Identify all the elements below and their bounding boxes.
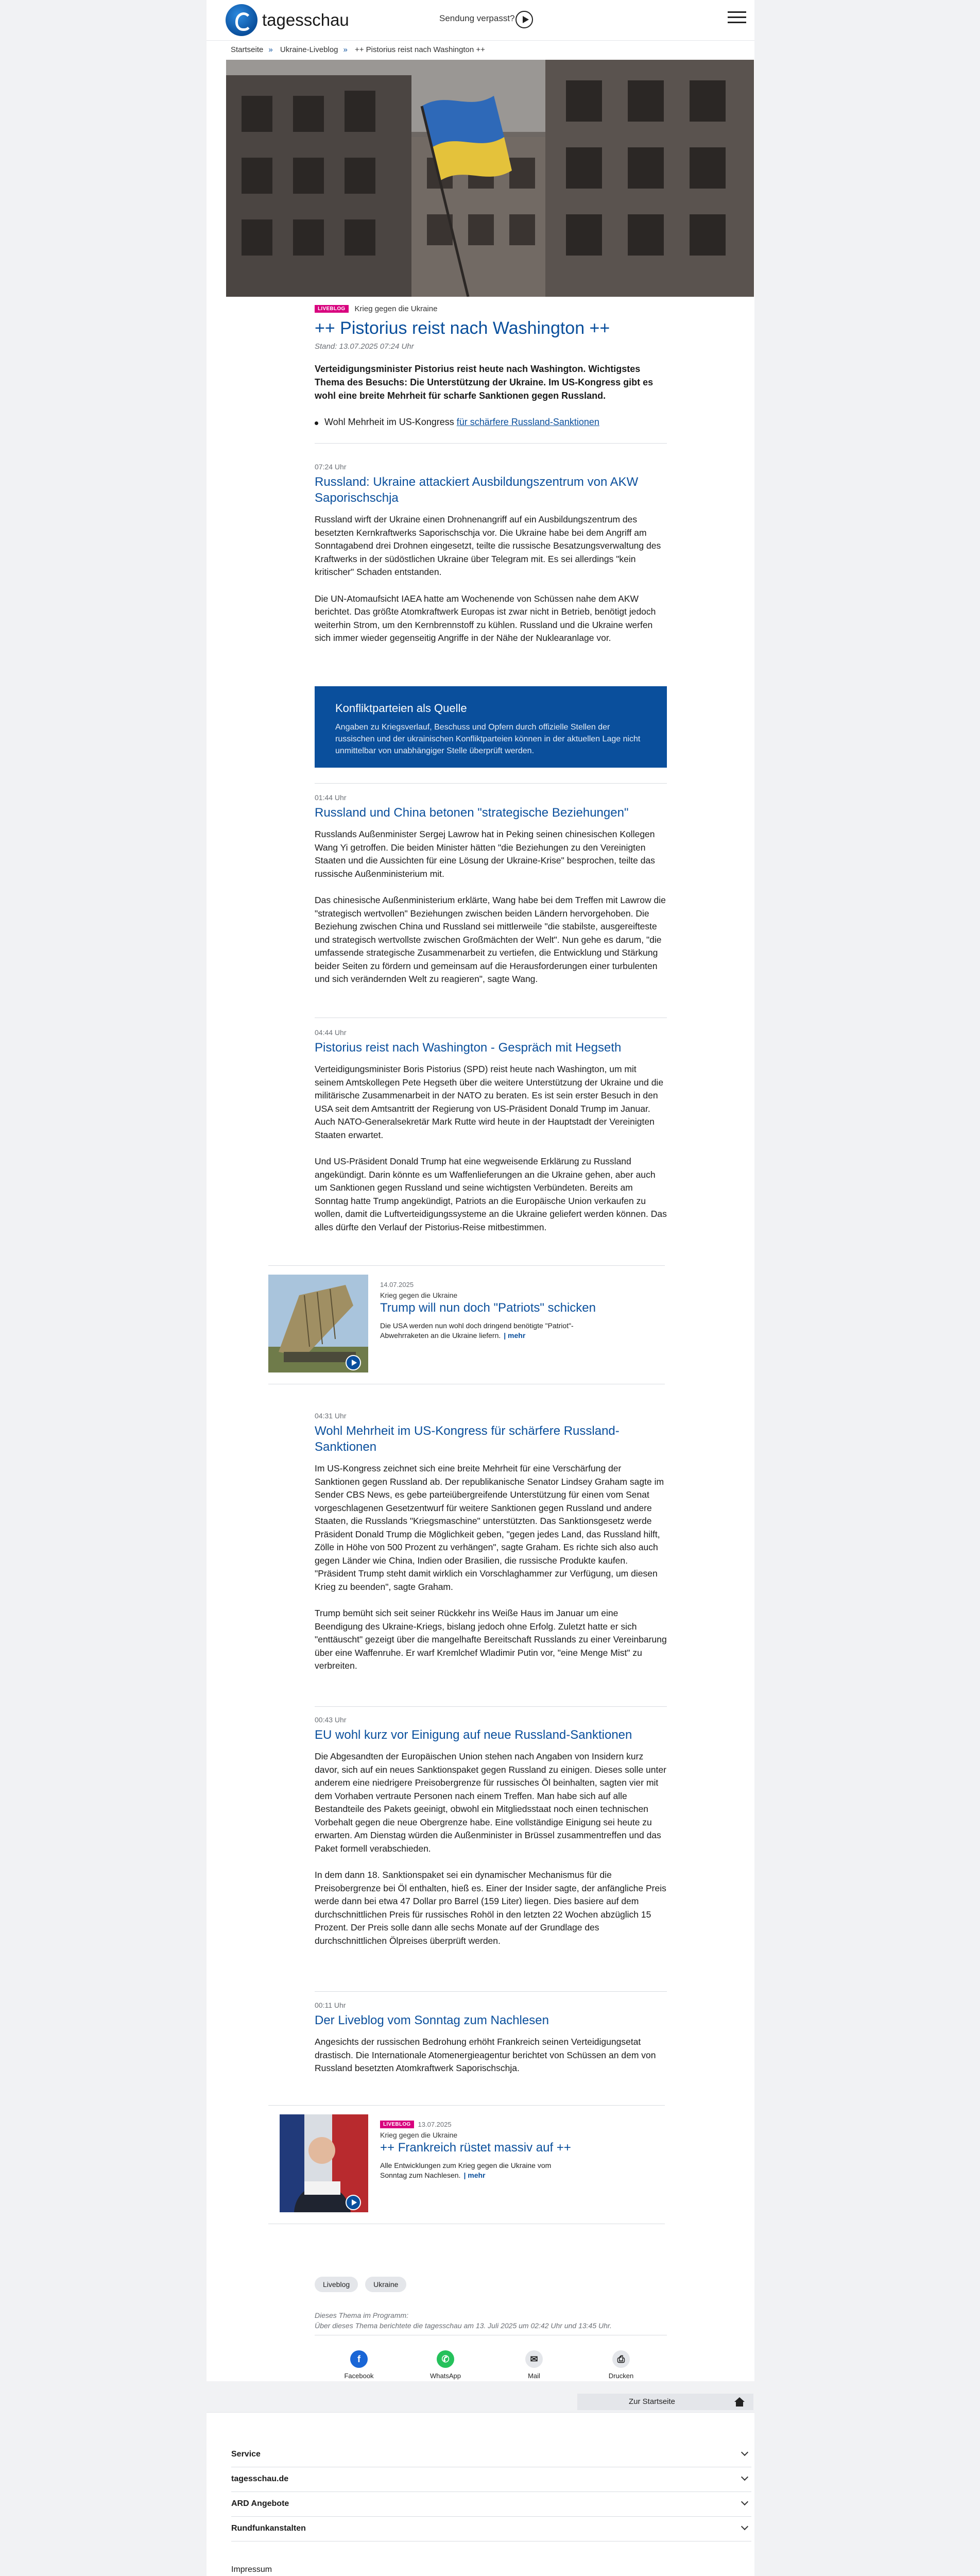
- home-icon: [734, 2397, 745, 2406]
- footer-link-impressum[interactable]: Impressum: [231, 2565, 272, 2574]
- divider: [315, 783, 667, 784]
- liveblog-entry: [315, 1716, 667, 1947]
- article-title: ++ Pistorius reist nach Washington ++: [315, 318, 610, 338]
- entry-time: 00:11 Uhr: [315, 2001, 346, 2009]
- footer-section-ard-angebote[interactable]: [231, 2492, 751, 2517]
- footer-section-label: Service: [231, 2450, 261, 2459]
- share-label: Drucken: [608, 2372, 634, 2380]
- whatsapp-icon: ✆: [437, 2350, 454, 2368]
- liveblog-entry: [315, 2001, 667, 2075]
- share-mail-button[interactable]: [503, 2350, 565, 2380]
- teaser-divider: [268, 2105, 665, 2106]
- back-to-home-label: Zur Startseite: [629, 2397, 676, 2406]
- entry-paragraph: Das chinesische Außenministerium erklärte, Wang habe bei dem Treffen mit Lawrow die "strategisch wertvollen" Beziehungen zwischen beiden Ländern hervorgehoben. Die Beziehung zwischen China und Russland sei mittlerweile "die stabilste, ausgereifteste und strategisch wertvollste zwischen Großmächten der Welt". Nun gehe es darum, "die umfassende strategische Zusammenarbeit zu vertiefen, die Entwicklung und Stärkung beider Seiten zu fördern und gemeinsam auf die Herausforderungen einer turbulenten und sich verändernden Welt zu reagieren", sagte Wang.: [315, 895, 666, 984]
- share-label: Mail: [528, 2372, 540, 2380]
- entry-paragraph: Verteidigungsminister Boris Pistorius (SPD) reist heute nach Washington, um mit seinem Amtskollegen Pete Hegseth über die weitere Unterstützung der Ukraine und die militärische Zusammenarbeit in der NATO zu beraten. Es ist sein erster Besuch in den USA seit dem Amtsantritt der Regierung von US-Präsident Donald Trump im Januar. Auch NATO-Generalsekretär Mark Rutte wird heute in der Hauptstadt der Vereinigten Staaten erwartet.: [315, 1064, 664, 1140]
- share-label: Facebook: [344, 2372, 374, 2380]
- entry-title[interactable]: Wohl Mehrheit im US-Kongress für schärfere Russland-Sanktionen: [315, 1424, 620, 1454]
- tag-list: [315, 2277, 406, 2292]
- program-note: [315, 2310, 667, 2331]
- teaser-divider: [268, 1265, 665, 1266]
- footer-section-rundfunkanstalten[interactable]: [231, 2517, 751, 2541]
- share-whatsapp-button[interactable]: [415, 2350, 476, 2380]
- video-play-icon[interactable]: [346, 2195, 361, 2210]
- teaser-card[interactable]: [268, 2105, 665, 2208]
- entry-paragraph: Angesichts der russischen Bedrohung erhöht Frankreich seinen Verteidigungsetat drastisch. Die Internationale Atomenergieagentur berichtet von Schüssen an dem von Russland besetzten Atomkraftwerk Saporischschja.: [315, 2037, 656, 2073]
- tag-ukraine[interactable]: Ukraine: [365, 2277, 406, 2292]
- teaser-text-body: Die USA werden nun wohl doch dringend benötigte "Patriot"-Abwehrraketen an die Ukraine liefern.: [380, 1321, 574, 1340]
- entry-title[interactable]: Russland: Ukraine attackiert Ausbildungszentrum von AKW Saporischschja: [315, 475, 639, 505]
- entry-time: 04:44 Uhr: [315, 1028, 347, 1037]
- chevron-down-icon: [741, 2449, 748, 2456]
- teaser-more-link[interactable]: | mehr: [504, 1331, 526, 1340]
- divider: [315, 1991, 667, 1992]
- hero-image: [226, 60, 754, 297]
- info-box-text: Angaben zu Kriegsverlauf, Beschuss und Opfern durch offizielle Stellen der russischen und der ukrainischen Konfliktparteien können in der aktuellen Lage nicht unmittelbar von unabhängiger Stelle überprüft werden.: [335, 723, 641, 755]
- teaser-date: 14.07.2025: [380, 1281, 414, 1289]
- teaser-kicker: Krieg gegen die Ukraine: [380, 1291, 458, 1299]
- back-to-home-button[interactable]: [577, 2394, 753, 2410]
- bullet-dot-icon: [315, 421, 318, 425]
- entry-time: 07:24 Uhr: [315, 463, 347, 471]
- teaser-kicker: Krieg gegen die Ukraine: [380, 2131, 458, 2139]
- entry-time: 04:31 Uhr: [315, 1412, 347, 1420]
- share-facebook-button[interactable]: [328, 2350, 390, 2380]
- teaser-text-body: Alle Entwicklungen zum Krieg gegen die Ukraine vom Sonntag zum Nachlesen.: [380, 2161, 552, 2179]
- article-lead: Verteidigungsminister Pistorius reist heute nach Washington. Wichtigstes Thema des Besuchs: Die Unterstützung der Ukraine. Im US-Kongress gibt es wohl eine breite Mehrheit für scharfe Sanktionen gegen Russland.: [315, 364, 654, 401]
- video-play-icon[interactable]: [346, 1355, 361, 1370]
- teaser-title[interactable]: Trump will nun doch "Patriots" schicken: [380, 1301, 596, 1315]
- entry-title[interactable]: EU wohl kurz vor Einigung auf neue Russland-Sanktionen: [315, 1728, 632, 1742]
- info-box: [315, 686, 667, 768]
- footer-section-label: tagesschau.de: [231, 2475, 289, 2483]
- teaser-more-link[interactable]: | mehr: [463, 2171, 486, 2179]
- sendung-verpasst-link[interactable]: Sendung verpasst?: [439, 13, 515, 23]
- divider: [315, 1706, 667, 1707]
- info-box-title: Konfliktparteien als Quelle: [335, 702, 467, 715]
- teaser-title[interactable]: ++ Frankreich rüstet massiv auf ++: [380, 2141, 571, 2155]
- logo-text[interactable]: tagesschau: [262, 10, 349, 29]
- breadcrumb: [231, 45, 490, 54]
- tagesschau-logo-icon[interactable]: [226, 4, 257, 36]
- article-stand: Stand: 13.07.2025 07:24 Uhr: [315, 342, 414, 351]
- share-label: WhatsApp: [430, 2372, 461, 2380]
- entry-time: 01:44 Uhr: [315, 793, 347, 802]
- footer-section-tagesschau[interactable]: [231, 2467, 751, 2492]
- program-heading: Dieses Thema im Programm:: [315, 2311, 409, 2319]
- bullet-link[interactable]: für schärfere Russland-Sanktionen: [456, 417, 599, 427]
- teaser-date-row: [380, 2121, 452, 2128]
- print-icon: ⎙: [612, 2350, 630, 2368]
- liveblog-entry: [315, 1028, 667, 1234]
- teaser-date: 13.07.2025: [418, 2121, 452, 2128]
- teaser-text: [380, 2161, 576, 2180]
- article-kicker: Krieg gegen die Ukraine: [354, 304, 438, 313]
- entry-paragraph: Im US-Kongress zeichnet sich eine breite Mehrheit für eine Verschärfung der Sanktionen gegen Russland ab. Der republikanische Senator Lindsey Graham sagte im Sender CBS News, es gebe parteiübergreifende Unterstützung für einen vom Senat vorgeschlagenen Gesetzentwurf für weitere Sanktionen gegen Russland und andere Staaten, die Russlands "Kriegsmaschine" unterstützten. Das Sanktionsgesetz werde Präsident Donald Trump die Möglichkeit geben, "gegen jedes Land, das Russland hilft, Zölle in Höhe von 500 Prozent zu verhängen", sagte Graham. Es richte sich also auch gegen Länder wie China, Indien oder Brasilien, die russische Produkte kaufen. "Präsident Trump steht damit wirklich ein Vorschlaghammer zur Verfügung, um diesen Krieg zu beenden", sagte Graham.: [315, 1463, 664, 1592]
- entry-paragraph: Die UN-Atomaufsicht IAEA hatte am Wochenende von Schüssen nahe dem AKW berichtet. Das größte Atomkraftwerk Europas ist zwar nicht in Betrieb, benötigt jedoch weiterhin Strom, um den Kernbrennstoff zu kühlen. Russland und die Ukraine werfen sich immer wieder gegenseitig Angriffe in der Nähe der Nuklearanlage vor.: [315, 593, 656, 643]
- hamburger-menu-icon[interactable]: [728, 11, 746, 27]
- article-bullet: [315, 417, 667, 428]
- chevron-down-icon: [741, 2473, 748, 2481]
- tag-liveblog[interactable]: Liveblog: [315, 2277, 358, 2292]
- entry-title[interactable]: Pistorius reist nach Washington - Gespräch mit Hegseth: [315, 1041, 622, 1055]
- facebook-icon: f: [350, 2350, 368, 2368]
- entry-paragraph: Russlands Außenminister Sergej Lawrow hat in Peking seinen chinesischen Kollegen Wang Yi getroffen. Die beiden Minister hätten "die Beziehungen zu den Vereinigten Staaten und die Aussichten für eine Lösung der Ukraine-Krise" besprochen, teilte das russische Außenministerium mit.: [315, 829, 655, 879]
- chevron-down-icon: [741, 2498, 748, 2505]
- footer-section-service[interactable]: [231, 2443, 751, 2467]
- liveblog-entry: [315, 793, 667, 986]
- breadcrumb-item-liveblog[interactable]: Ukraine-Liveblog: [280, 45, 338, 54]
- divider: [315, 443, 667, 444]
- entry-paragraph: In dem dann 18. Sanktionspaket sei ein dynamischer Mechanismus für die Preisobergrenze bei Öl enthalten, hieß es. Einer der Insider sagte, der anfängliche Preis werde dann bei etwa 47 Dollar pro Barrel (159 Liter) liegen. Dies basiere auf dem durchschnittlichen Preis für russisches Rohöl in den letzten 22 Wochen abzüglich 15 Prozent. Der Preis solle dann alle sechs Monate auf der Grundlage des durchschnittlichen Ölpreises überprüft werden.: [315, 1870, 666, 1946]
- mail-icon: ✉: [525, 2350, 543, 2368]
- footer-section-label: Rundfunkanstalten: [231, 2524, 306, 2533]
- footer-section-label: ARD Angebote: [231, 2499, 289, 2508]
- play-icon[interactable]: [515, 11, 533, 28]
- site-header: [207, 0, 754, 41]
- liveblog-badge: LIVEBLOG: [315, 305, 349, 313]
- liveblog-entry: [315, 463, 667, 645]
- entry-time: 00:43 Uhr: [315, 1716, 347, 1724]
- breadcrumb-separator-icon: »: [343, 45, 348, 54]
- entry-paragraph: Trump bemüht sich seit seiner Rückkehr ins Weiße Haus im Januar um eine Beendigung des Ukraine-Kriegs, bislang jedoch ohne Erfolg. Zuletzt hatte er sich "enttäuscht" gezeigt über die mangelhafte Bereitschaft Russlands zu einer Vereinbarung über eine Waffenruhe. Er warf Kremlchef Wladimir Putin vor, "eine Menge Mist" zu verbreiten.: [315, 1608, 667, 1671]
- bullet-text: Wohl Mehrheit im US-Kongress: [324, 417, 454, 427]
- entry-title[interactable]: Der Liveblog vom Sonntag zum Nachlesen: [315, 2013, 549, 2027]
- entry-paragraph: Und US-Präsident Donald Trump hat eine wegweisende Erklärung zu Russland angekündigt. Darin könnte es um Waffenlieferungen an die Ukraine gehen, aber auch um Sanktionen gegen Russland und seine wichtigsten Verbündeten. Bereits am Sonntag hatte Trump angekündigt, Patriots an die Europäische Union verkaufen zu wollen, damit die Luftverteidigungssysteme an die Ukraine geliefert werden können. Das alles dürfte den Verlauf der Pistorius-Reise mitbestimmen.: [315, 1156, 667, 1232]
- teaser-text: [380, 1321, 576, 1341]
- chevron-down-icon: [741, 2523, 748, 2530]
- teaser-card[interactable]: [268, 1265, 665, 1368]
- breadcrumb-item-current: ++ Pistorius reist nach Washington ++: [354, 45, 485, 54]
- program-text: Über dieses Thema berichtete die tagesschau am 13. Juli 2025 um 02:42 Uhr und 13:45 Uhr.: [315, 2321, 612, 2330]
- entry-paragraph: Russland wirft der Ukraine einen Drohnenangriff auf ein Ausbildungszentrum des besetzten Kernkraftwerks Saporischschja vor. Die Ukraine habe bei dem Angriff am Sonntagabend drei Drohnen eingesetzt, teilte die russische Besatzungsverwaltung des Kraftwerks in der südöstlichen Ukraine über Telegram mit. Es sei allerdings "kein kritischer" Schaden entstanden.: [315, 514, 661, 577]
- breadcrumb-item-startseite[interactable]: Startseite: [231, 45, 264, 54]
- share-print-button[interactable]: [590, 2350, 652, 2380]
- entry-paragraph: Die Abgesandten der Europäischen Union stehen nach Angaben von Insidern kurz davor, sich auf ein neues Sanktionspaket gegen Russland zu einigen. Dieses solle unter anderem eine niedrigere Preisobergrenze für russisches Öl beinhalten, sagten vier mit dem Vorhaben vertraute Personen nach einem Treffen. Man habe sich auf alle Bestandteile des Pakets geeinigt, obwohl ein Mitgliedsstaat noch einen technischen Vorbehalt gegen die neue Obergrenze habe. Eine vollständige Einigung sei heute zu erwarten. Am Dienstag würden die Außenminister in Brüssel zusammentreffen und das Paket formell verabschieden.: [315, 1751, 666, 1854]
- liveblog-entry: [315, 1412, 667, 1673]
- breadcrumb-separator-icon: »: [268, 45, 273, 54]
- entry-title[interactable]: Russland und China betonen "strategische Beziehungen": [315, 806, 629, 820]
- liveblog-badge: LIVEBLOG: [380, 2121, 414, 2128]
- site-footer: [207, 2412, 754, 2576]
- article-header: [315, 304, 667, 428]
